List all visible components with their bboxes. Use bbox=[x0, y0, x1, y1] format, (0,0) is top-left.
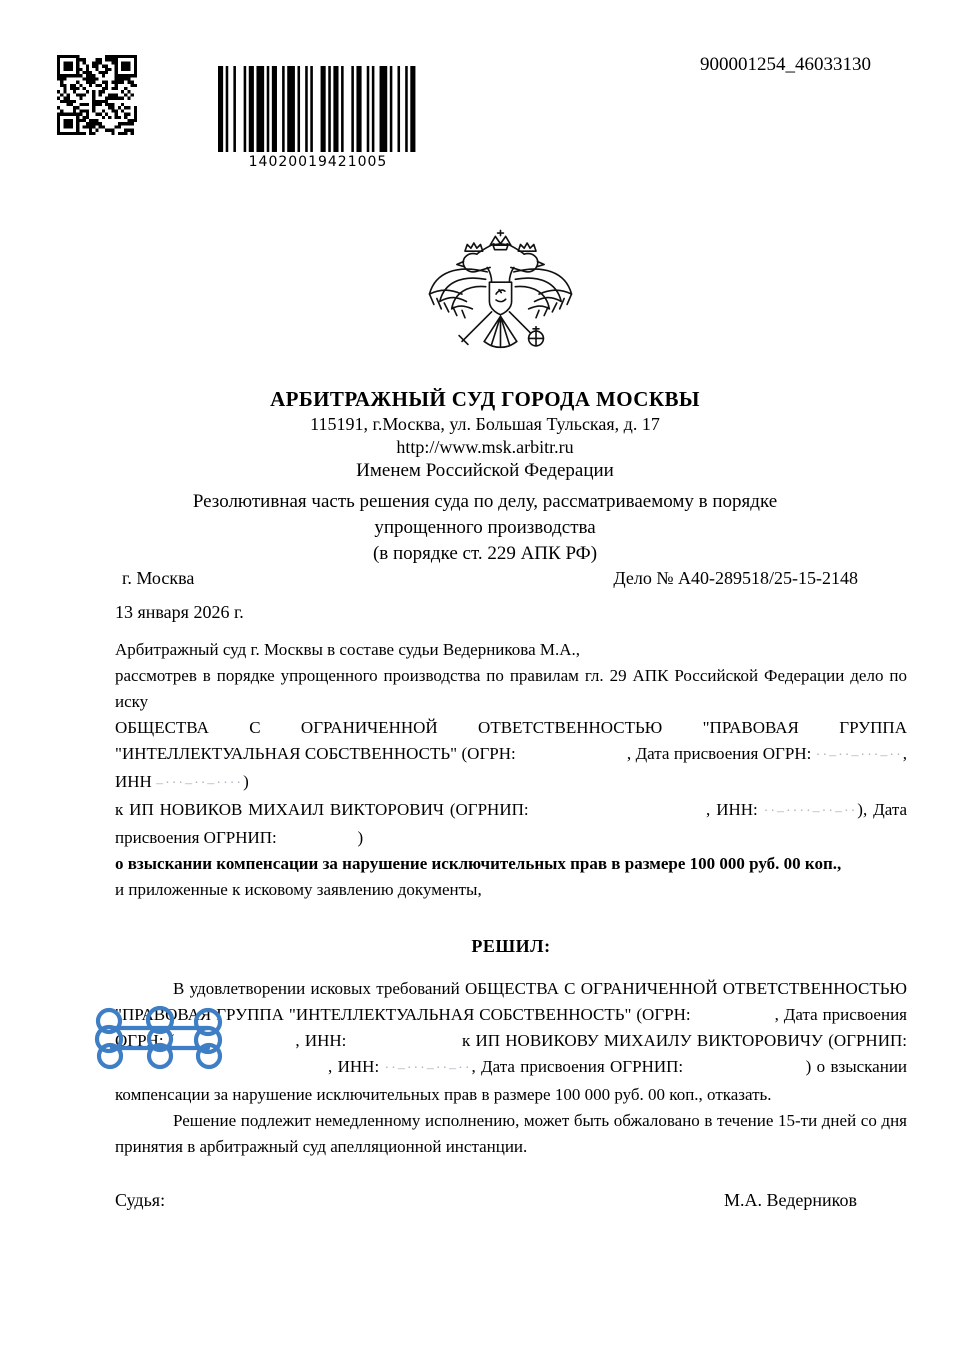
text-segment: , ИНН: bbox=[706, 800, 764, 819]
text-segment: , ИНН: bbox=[328, 1057, 385, 1076]
text-segment: рассмотрев в порядке упрощенного производства по правилам гл. 29 АПК Российской Федерации дело по иску bbox=[115, 666, 907, 711]
redacted-gap bbox=[688, 1057, 805, 1076]
paragraph bbox=[115, 663, 907, 715]
paragraph bbox=[115, 1108, 907, 1160]
redacted-gap bbox=[535, 800, 707, 819]
text-segment: ) о взыскании компенсации за нарушение исключительных прав в размере 100 000 руб. 00 коп., отказать. bbox=[115, 1057, 908, 1104]
text-segment: , Дата присвоения ОГРН: bbox=[626, 744, 816, 763]
blue-ink-annotation bbox=[92, 1006, 228, 1072]
paragraph bbox=[115, 715, 907, 797]
text-segment: и приложенные к исковому заявлению документы, bbox=[115, 880, 482, 899]
russian-coat-of-arms-icon bbox=[418, 226, 583, 374]
court-name: АРБИТРАЖНЫЙ СУД ГОРОДА МОСКВЫ bbox=[270, 387, 700, 411]
redacted-trace: ··–···–··–·· bbox=[384, 1061, 472, 1076]
paragraph bbox=[115, 637, 907, 663]
text-segment: ) bbox=[357, 828, 364, 847]
signature-row bbox=[115, 1190, 857, 1211]
document-body bbox=[115, 637, 907, 1160]
city-label: г. Москва bbox=[122, 568, 195, 588]
city-case-row bbox=[122, 568, 858, 589]
redacted-gap bbox=[281, 828, 358, 847]
decision-date: 13 января 2026 г. bbox=[115, 602, 244, 622]
text-segment: Решение подлежит немедленному исполнению, может быть обжаловано в течение 15-ти дней со дня принятия в арбитражный суд апелляционной инстанции. bbox=[115, 1111, 907, 1156]
text-segment: , ИНН bbox=[115, 744, 907, 791]
text-segment: , Дата присвоения ОГРНИП: bbox=[471, 1057, 689, 1076]
bold-text-segment: о взыскании компенсации за нарушение исключительных прав в размере 100 000 руб. 00 коп., bbox=[115, 854, 842, 873]
case-intro-paragraphs bbox=[115, 637, 907, 903]
text-segment: ) bbox=[243, 772, 249, 791]
text-segment: В удовлетворении исковых требований ОБЩЕСТВА С ОГРАНИЧЕННОЙ ОТВЕТСТВЕННОСТЬЮ "ПРАВОВАЯ ГРУППА "ИНТЕЛЛЕКТУАЛЬНАЯ СОБСТВЕННОСТЬ" (ОГРН: bbox=[115, 979, 907, 1024]
text-segment: к ИП НОВИКОВУ МИХАИЛУ ВИКТОРОВИЧУ (ОГРНИП: bbox=[456, 1031, 907, 1050]
court-address: 115191, г.Москва, ул. Большая Тульская, д. 17 bbox=[310, 414, 660, 434]
redacted-trace: ··–··–···–·· bbox=[815, 748, 903, 763]
paragraph bbox=[115, 851, 907, 877]
resolution-heading: РЕШИЛ: bbox=[471, 936, 551, 956]
barcode bbox=[218, 66, 418, 170]
text-segment: ), Дата присвоения ОГРНИП: bbox=[115, 800, 908, 847]
text-segment: Арбитражный суд г. Москвы в составе судьи Ведерникова М.А., bbox=[115, 640, 581, 659]
text-segment: , Дата присвоения ОГРН: ( bbox=[115, 1005, 907, 1050]
paragraph bbox=[115, 976, 907, 1108]
resolution-paragraphs bbox=[115, 976, 907, 1160]
paragraph bbox=[115, 797, 907, 851]
paragraph bbox=[115, 877, 907, 903]
subtitle-line-1: Резолютивная часть решения суда по делу, рассматриваемому в порядке bbox=[192, 491, 778, 512]
case-number: Дело № А40-289518/25-15-2148 bbox=[613, 568, 858, 588]
subtitle-line-3: (в порядке ст. 229 АПК РФ) bbox=[372, 543, 598, 564]
text-segment: к ИП НОВИКОВ МИХАИЛ ВИКТОРОВИЧ (ОГРНИП: bbox=[115, 800, 535, 819]
document-number: 900001254_46033130 bbox=[700, 54, 871, 75]
court-website: http://www.msk.arbitr.ru bbox=[396, 437, 574, 457]
judge-name: М.А. Ведерников bbox=[723, 1190, 857, 1210]
court-header bbox=[0, 386, 970, 483]
text-segment: , ИНН: bbox=[295, 1031, 352, 1050]
decision-subtitle bbox=[0, 489, 970, 567]
redacted-trace: ··–····–··–·· bbox=[763, 804, 858, 819]
redacted-trace: –···–··–···· bbox=[156, 776, 244, 791]
subtitle-line-2: упрощенного производства bbox=[374, 517, 596, 538]
qr-code bbox=[57, 55, 137, 135]
redacted-gap bbox=[696, 1005, 775, 1024]
in-the-name-line: Именем Российской Федерации bbox=[356, 460, 614, 481]
judge-label: Судья: bbox=[115, 1190, 166, 1210]
barcode-digits: 14020019421005 bbox=[248, 154, 388, 170]
redacted-gap bbox=[352, 1031, 457, 1050]
redacted-gap bbox=[520, 744, 627, 763]
text-segment: ОБЩЕСТВА С ОГРАНИЧЕННОЙ ОТВЕТСТВЕННОСТЬЮ "ПРАВОВАЯ ГРУППА "ИНТЕЛЛЕКТУАЛЬНАЯ СОБСТВЕННОСТЬ" (ОГРН: bbox=[115, 718, 907, 763]
